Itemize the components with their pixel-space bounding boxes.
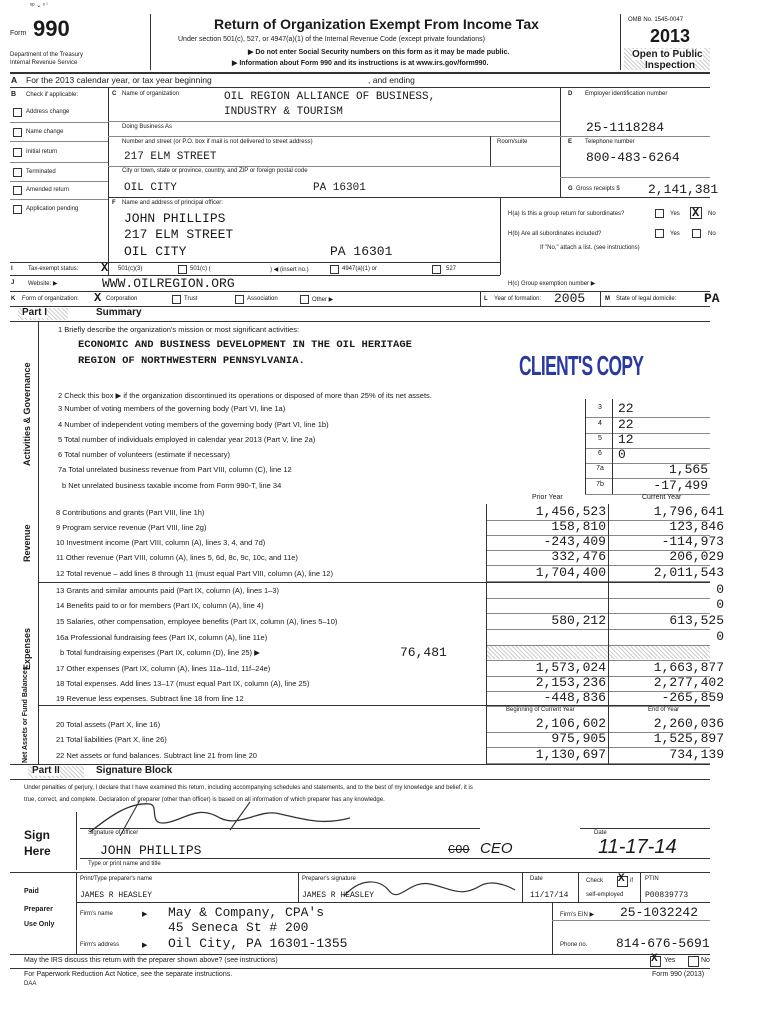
ag-line-number: 3 <box>598 404 602 411</box>
amended-return-label: Amended return <box>26 187 70 193</box>
expense-line-label: 16a Professional fundraising fees (Part IX, column (A), line 11e) <box>56 633 268 642</box>
net-assets-end: 1,525,897 <box>653 731 724 746</box>
state-zip: PA 16301 <box>313 182 366 194</box>
expense-prior-year: 1,573,024 <box>535 660 606 675</box>
revenue-current-year: 206,029 <box>669 549 724 564</box>
net-assets-end: 2,260,036 <box>653 716 724 731</box>
part1-title: Summary <box>96 307 142 318</box>
status-insert-no: ) ◀ (insert no.) <box>270 267 309 273</box>
ag-line-number: 6 <box>598 450 602 457</box>
hb-no-label: No <box>708 231 716 237</box>
signature-date-label: Date <box>594 830 607 836</box>
section-j-label: J <box>11 280 15 286</box>
expense-line-label: 13 Grants and similar amounts paid (Part IX, column (A), lines 1–3) <box>56 586 280 595</box>
revenue-current-year: 123,846 <box>669 519 724 534</box>
h-c-label: H(c) Group exemption number ▶ <box>508 281 596 287</box>
firm-address-line1: 45 Seneca St # 200 <box>168 920 309 935</box>
scan-marks: ᵘᵖ ⌄ ˣ ⁱ <box>30 3 48 9</box>
perjury-line2: true, correct, and complete. Declaration of preparer (other than officer) is based on all information of which preparer has any knowledge. <box>24 797 385 803</box>
org-name-line2: INDUSTRY & TOURISM <box>224 106 343 118</box>
ag-line-value: 22 <box>618 401 634 416</box>
if-label: if <box>630 878 633 884</box>
ag-line-number: 4 <box>598 420 602 427</box>
fundraising-shaded-cell <box>486 646 710 659</box>
current-year-header: Current Year <box>642 494 682 501</box>
revenue-line-label: 8 Contributions and grants (Part VIII, line 1h) <box>56 508 205 517</box>
type-name-label: Type or print name and title <box>88 861 161 867</box>
revenue-current-year: -114,973 <box>661 534 724 549</box>
hb-yes-checkbox[interactable] <box>655 229 664 238</box>
expense-prior-year: 2,153,236 <box>535 675 606 690</box>
revenue-current-year: 1,796,641 <box>653 504 724 519</box>
fundraising-16b-value: 76,481 <box>400 645 447 660</box>
ag-line-label: 7a Total unrelated business revenue from Part VIII, column (C), line 12 <box>58 465 292 474</box>
ag-line-number: 7a <box>596 465 604 472</box>
here-label: Here <box>24 844 51 858</box>
officer-signature-scribble <box>80 796 380 844</box>
section-i-label: I <box>11 266 13 272</box>
end-year-header: End of Year <box>648 707 680 713</box>
revenue-prior-year: 158,810 <box>551 519 606 534</box>
expense-current-year: 1,663,877 <box>653 660 724 675</box>
preparer-label: Preparer <box>24 906 53 913</box>
gross-receipts-label: Gross receipts $ <box>576 186 620 192</box>
footer-form-label: Form 990 (2013) <box>652 971 705 978</box>
initial-return-checkbox[interactable] <box>13 148 22 157</box>
website-value: WWW.OILREGION.ORG <box>102 276 235 291</box>
section-l-label: L <box>484 296 488 302</box>
revenue-prior-year: -243,409 <box>543 534 606 549</box>
firm-name-arrow: ▶ <box>142 911 148 918</box>
status-501c3: 501(c)(3) <box>118 266 143 272</box>
revenue-current-year: 2,011,543 <box>653 565 724 580</box>
prep-date: 11/17/14 <box>530 891 569 900</box>
gross-receipts-value: 2,141,381 <box>648 182 719 197</box>
ag-line-label: 4 Number of independent voting members of the governing body (Part VI, line 1b) <box>58 420 329 429</box>
website-label: Website: ▶ <box>28 281 58 287</box>
ha-no-label: No <box>708 211 716 217</box>
side-net-assets: Net Assets or Fund Balances <box>22 666 29 763</box>
expense-line-label: b Total fundraising expenses (Part IX, column (D), line 25) ▶ <box>60 648 260 657</box>
section-k-label: K <box>11 296 16 302</box>
principal-officer-label: Name and address of principal officer: <box>122 200 223 206</box>
ag-line-label: 3 Number of voting members of the governing body (Part VI, line 1a) <box>58 404 286 413</box>
line-a-ending: , and ending <box>368 75 415 85</box>
prep-name: JAMES R HEASLEY <box>80 891 153 900</box>
discuss-question: May the IRS discuss this return with the preparer shown above? (see instructions) <box>24 957 278 964</box>
discuss-yes-mark: X <box>651 953 658 965</box>
ha-yes-label: Yes <box>670 211 680 217</box>
net-assets-end: 734,139 <box>669 747 724 762</box>
form-number: 990 <box>33 16 70 41</box>
status-501c: 501(c) ( <box>190 266 211 272</box>
ag-line-value: 22 <box>618 417 634 432</box>
section-c-label: C <box>112 91 117 97</box>
org-name-line1: OIL REGION ALLIANCE OF BUSINESS, <box>224 91 436 103</box>
expense-line-label: 14 Benefits paid to or for members (Part IX, column (A), line 4) <box>56 601 264 610</box>
revenue-prior-year: 1,456,523 <box>535 504 606 519</box>
room-suite-label: Room/suite <box>497 139 528 145</box>
org-association-checkbox[interactable] <box>235 295 244 304</box>
form-subtitle: Under section 501(c), 527, or 4947(a)(1) of the Internal Revenue Code (except private foundations) <box>178 36 486 43</box>
hb-no-checkbox[interactable] <box>692 229 701 238</box>
name-change-label: Name change <box>26 129 64 135</box>
ag-line-value: -17,499 <box>653 478 708 493</box>
expense-line-label: 19 Revenue less expenses. Subtract line 18 from line 12 <box>56 694 244 703</box>
h-b-label: H(b) Are all subordinates included? <box>508 231 602 237</box>
revenue-line-label: 12 Total revenue – add lines 8 through 11 (must equal Part VIII, column (A), line 12) <box>56 569 333 578</box>
paperwork-notice: For Paperwork Reduction Act Notice, see the separate instructions. <box>24 971 233 978</box>
firm-name-label: Firm's name <box>80 911 113 917</box>
expense-line-label: 15 Salaries, other compensation, employee benefits (Part IX, column (A), lines 5–10) <box>56 617 338 626</box>
application-pending-checkbox[interactable] <box>13 205 22 214</box>
firm-address-arrow: ▶ <box>142 942 148 949</box>
org-other: Other ▶ <box>312 297 334 303</box>
line-a-text: For the 2013 calendar year, or tax year beginning <box>26 75 212 85</box>
street-label: Number and street (or P.O. box if mail is not delivered to street address) <box>122 139 313 145</box>
side-revenue: Revenue <box>22 524 32 562</box>
discuss-no-label: No <box>701 957 710 964</box>
ag-line-value: 0 <box>618 447 626 462</box>
ag-line-number: 5 <box>598 435 602 442</box>
dept-treasury: Department of the Treasury <box>10 52 84 58</box>
year-formation-label: Year of formation: <box>494 296 542 302</box>
name-change-checkbox[interactable] <box>13 128 22 137</box>
phone-value: 800-483-6264 <box>586 150 680 165</box>
firm-address-label: Firm's address <box>80 942 120 948</box>
dba-label: Doing Business As <box>122 124 173 130</box>
revenue-prior-year: 332,476 <box>551 549 606 564</box>
ag-line-label: 5 Total number of individuals employed in calendar year 2013 (Part V, line 2a) <box>58 435 316 444</box>
city-label: City or town, state or province, country, and ZIP or foreign postal code <box>122 168 308 174</box>
info-notice: ▶ Information about Form 990 and its instructions is at www.irs.gov/form990. <box>232 60 489 67</box>
officer-signature-date: 11-17-14 <box>598 836 677 858</box>
status-4947: 4947(a)(1) or <box>342 266 378 272</box>
hb-yes-label: Yes <box>670 231 680 237</box>
part2-label: Part II <box>32 765 60 776</box>
expense-current-year: 2,277,402 <box>653 675 724 690</box>
expense-prior-year: -448,836 <box>543 690 606 705</box>
inspection: Inspection <box>645 60 696 71</box>
h-b-note: If "No," attach a list. (see instructions) <box>540 245 640 251</box>
net-assets-beginning: 2,106,602 <box>535 716 606 731</box>
firm-phone-label: Phone no. <box>560 942 588 948</box>
firm-ein-label: Firm's EIN ▶ <box>560 912 595 918</box>
status-4947-checkbox[interactable] <box>330 265 339 274</box>
section-b-label: B <box>11 91 17 98</box>
address-change-label: Address change <box>26 109 70 115</box>
domicile-label: State of legal domicile: <box>616 296 677 302</box>
expense-current-year: 0 <box>716 597 724 612</box>
section-f-label: F <box>112 200 116 206</box>
ssn-notice: ▶ Do not enter Social Security numbers on this form as it may be made public. <box>248 49 510 56</box>
officer-printed-name: JOHN PHILLIPS <box>100 843 202 858</box>
section-d-label: D <box>568 91 573 97</box>
mission-line2: REGION OF NORTHWESTERN PENNSYLVANIA. <box>78 355 305 367</box>
expense-current-year: -265,859 <box>661 690 724 705</box>
officer-name: JOHN PHILLIPS <box>124 211 226 226</box>
501c3-mark: X <box>101 261 109 275</box>
net-assets-beginning: 1,130,697 <box>535 747 606 762</box>
status-527: 527 <box>446 266 457 272</box>
signature-officer-label: Signature of officer <box>88 830 139 836</box>
phone-label: Telephone number <box>585 139 635 145</box>
prep-sig-label: Preparer's signature <box>302 876 356 882</box>
perjury-line1: Under penalties of perjury, I declare that I have examined this return, including accompanying schedules and statements, and to the best of my knowledge and belief, it is <box>24 785 473 791</box>
corporation-mark: X <box>94 291 102 305</box>
line1-text: 1 Briefly describe the organization's mission or most significant activities: <box>58 325 300 334</box>
terminated-label: Terminated <box>26 169 56 175</box>
h-a-label: H(a) Is this a group return for subordinates? <box>508 211 625 217</box>
street-address: 217 ELM STREET <box>124 151 217 163</box>
revenue-line-label: 11 Other revenue (Part VIII, column (A), lines 5, 6d, 8c, 9c, 10c, and 11e) <box>56 553 298 562</box>
prep-name-label: Print/Type preparer's name <box>80 876 153 882</box>
status-527-checkbox[interactable] <box>432 265 441 274</box>
ag-line-value: 12 <box>618 432 634 447</box>
org-name-label: Name of organization <box>122 91 180 97</box>
clients-copy-stamp: CLIENT'S COPY <box>519 350 644 381</box>
prior-year-header: Prior Year <box>532 494 563 501</box>
section-m-label: M <box>605 296 610 302</box>
firm-address-line2: Oil City, PA 16301-1355 <box>168 936 348 951</box>
paid-label: Paid <box>24 888 39 895</box>
expense-prior-year: 580,212 <box>551 613 606 628</box>
revenue-prior-year: 1,704,400 <box>535 565 606 580</box>
omb-number: OMB No. 1545-0047 <box>628 17 684 23</box>
tax-year: 2013 <box>650 26 691 46</box>
part1-label: Part I <box>22 307 48 318</box>
tax-exempt-status-label: Tax-exempt status: <box>28 266 79 272</box>
net-assets-line-label: 22 Net assets or fund balances. Subtract line 21 from line 20 <box>56 751 257 760</box>
check-label: Check <box>586 878 604 884</box>
application-pending-label: Application pending <box>26 206 79 212</box>
self-employed-label: self-employed <box>586 892 624 898</box>
line-a-label: A <box>11 75 18 85</box>
ag-line-value: 1,565 <box>668 462 708 477</box>
expense-line-label: 18 Total expenses. Add lines 13–17 (must equal Part IX, column (A), line 25) <box>56 679 310 688</box>
ein-label: Employer identification number <box>585 91 668 97</box>
daa-label: DAA <box>24 981 37 987</box>
open-to-public: Open to Public <box>632 49 703 60</box>
net-assets-beginning: 975,905 <box>551 731 606 746</box>
officer-title: CEO <box>480 840 513 857</box>
discuss-yes-label: Yes <box>664 957 676 964</box>
officer-title-struck: COO <box>448 843 470 857</box>
net-assets-line-label: 20 Total assets (Part X, line 16) <box>56 720 161 729</box>
revenue-line-label: 10 Investment income (Part VIII, column (A), lines 3, 4, and 7d) <box>56 538 266 547</box>
officer-street: 217 ELM STREET <box>124 227 234 242</box>
ag-line-number: 7b <box>596 481 604 488</box>
form-label: Form <box>10 30 27 37</box>
beginning-year-header: Beginning of Current Year <box>506 707 575 713</box>
prep-date-label: Date <box>530 876 543 882</box>
line2-text: 2 Check this box ▶ if the organization discontinued its operations or disposed of more than 25% of its net assets. <box>58 391 432 400</box>
address-change-checkbox[interactable] <box>13 108 22 117</box>
section-b-title: Check if applicable: <box>26 92 79 98</box>
ha-yes-checkbox[interactable] <box>655 209 664 218</box>
org-trust: Trust <box>184 296 198 302</box>
expense-current-year: 613,525 <box>669 613 724 628</box>
status-501c-checkbox[interactable] <box>178 265 187 274</box>
org-other-checkbox[interactable] <box>300 295 309 304</box>
ha-no-mark: X <box>692 206 700 220</box>
discuss-no-checkbox[interactable] <box>688 956 699 967</box>
officer-city: OIL CITY <box>124 244 187 259</box>
initial-return-label: Initial return <box>26 149 58 155</box>
expense-line-label: 17 Other expenses (Part IX, column (A), lines 11a–11d, 11f–24e) <box>56 664 271 673</box>
side-activities-governance: Activities & Governance <box>22 362 32 466</box>
firm-phone-value: 814-676-5691 <box>616 936 710 951</box>
net-assets-line-label: 21 Total liabilities (Part X, line 26) <box>56 735 167 744</box>
terminated-checkbox[interactable] <box>13 168 22 177</box>
firm-name: May & Company, CPA's <box>168 905 325 920</box>
ag-line-label: b Net unrelated business taxable income from Form 990-T, line 34 <box>62 481 282 490</box>
self-employed-mark: X <box>618 873 625 885</box>
amended-return-checkbox[interactable] <box>13 186 22 195</box>
city: OIL CITY <box>124 182 177 194</box>
sign-label: Sign <box>24 828 50 842</box>
ag-line-label: 6 Total number of volunteers (estimate if necessary) <box>58 450 231 459</box>
dept-irs: Internal Revenue Service <box>10 60 78 66</box>
firm-ein-value: 25-1032242 <box>620 905 699 920</box>
ptin-value: P00839773 <box>645 891 689 900</box>
side-expenses: Expenses <box>22 627 32 670</box>
mission-line1: ECONOMIC AND BUSINESS DEVELOPMENT IN THE OIL HERITAGE <box>78 339 412 351</box>
prep-sig-name: JAMES R HEASLEY <box>302 891 375 900</box>
domicile-value: PA <box>704 291 720 306</box>
expense-current-year: 0 <box>716 582 724 597</box>
section-g-label: G <box>568 186 573 192</box>
form-of-org-label: Form of organization: <box>22 296 79 302</box>
org-corporation: Corporation <box>106 296 138 302</box>
officer-state-zip: PA 16301 <box>330 244 393 259</box>
revenue-line-label: 9 Program service revenue (Part VIII, line 2g) <box>56 523 207 532</box>
org-association: Association <box>247 296 278 302</box>
year-formation-value: 2005 <box>554 291 586 306</box>
use-only-label: Use Only <box>24 921 55 928</box>
ein-value: 25-1118284 <box>586 120 665 135</box>
expense-current-year: 0 <box>716 629 724 644</box>
ptin-label: PTIN <box>645 876 659 882</box>
section-e-label: E <box>568 139 573 145</box>
org-trust-checkbox[interactable] <box>172 295 181 304</box>
form-title: Return of Organization Exempt From Income Tax <box>214 16 539 32</box>
part2-title: Signature Block <box>96 765 173 776</box>
